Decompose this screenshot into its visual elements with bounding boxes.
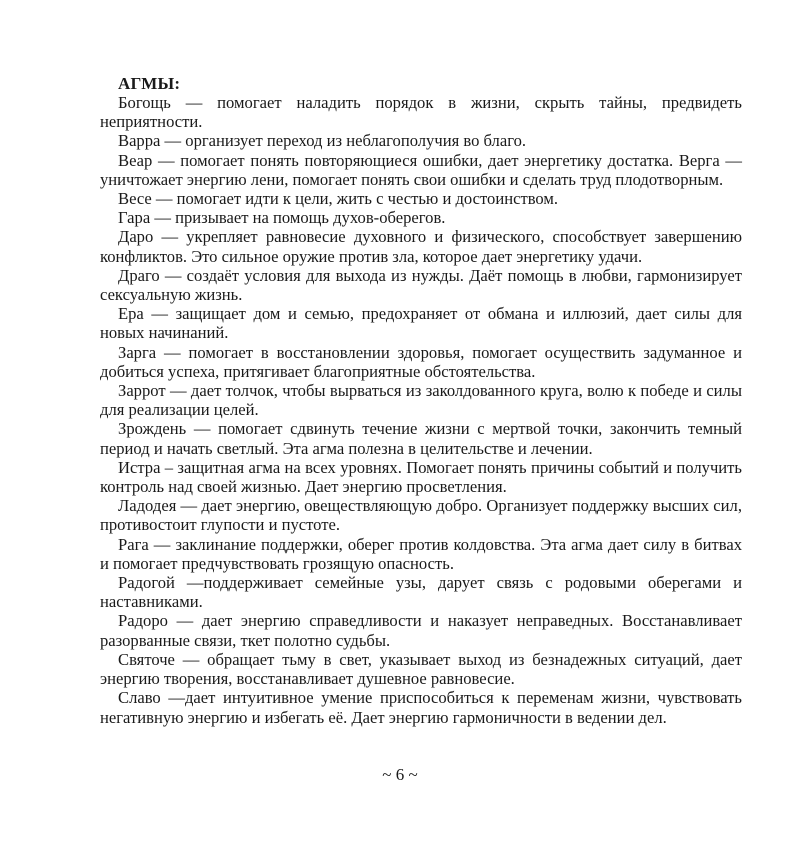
paragraph-era: Ера — защищает дом и семью, предохраняет от обмана и иллюзий, дает силы для новых начинаний. xyxy=(100,304,742,343)
paragraph-vear-verga: Веар — помогает понять повторяющиеся ошибки, дает энергетику достатка. Верга — уничтожает энергию лени, помогает понять свои ошибки и сделать труд плодотворным. xyxy=(100,150,742,189)
paragraph-daro: Даро — укрепляет равновесие духовного и физического, способствует завершению конфликтов. Это сильное оружие против зла, которое дает энергетику удачи. xyxy=(100,227,742,266)
paragraph-zarga: Зарга — помогает в восстановлении здоровья, помогает осуществить задуманное и добиться успеха, притягивает благоприятные обстоятельства. xyxy=(100,342,742,381)
paragraph-istra: Истра – защитная агма на всех уровнях. Помогает понять причины событий и получить контроль над своей жизнью. Дает энергию просветления. xyxy=(100,457,742,497)
paragraph-varra: Варра — организует переход из неблагополучия во благо. xyxy=(118,131,527,151)
page-body xyxy=(100,74,742,727)
section-heading: АГМЫ: xyxy=(118,74,181,93)
paragraph-svyatoche: Святоче — обращает тьму в свет, указывает выход из безнадежных ситуаций, дает энергию творения, восстанавливает душевное равновесие. xyxy=(100,649,742,689)
paragraph-bogoshch: Богощь — помогает наладить порядок в жизни, скрыть тайны, предвидеть неприятности. xyxy=(100,93,742,132)
paragraph-vese: Весе — помогает идти к цели, жить с честью и достоинством. xyxy=(118,189,559,209)
paragraph-raga: Рага — заклинание поддержки, оберег против колдовства. Эта агма дает силу в битвах и помогает предчувствовать грозящую опасность. xyxy=(100,534,742,573)
page-number: ~ 6 ~ xyxy=(382,765,418,784)
paragraph-zrozhden: Зрождень — помогает сдвинуть течение жизни с мертвой точки, закончить темный период и начать светлый. Эта агма полезна в целительстве и лечении. xyxy=(100,419,742,458)
paragraph-gara: Гара — призывает на помощь духов-оберегов. xyxy=(118,208,446,228)
paragraph-drago: Драго — создаёт условия для выхода из нужды. Даёт помощь в любви, гармонизирует сексуальную жизнь. xyxy=(100,265,742,305)
paragraph-radogoy: Радогой —поддерживает семейные узы, дарует связь с родовыми оберегами и наставниками. xyxy=(100,573,742,612)
paragraph-ladodeya: Ладодея — дает энергию, овеществляющую добро. Организует поддержку высших сил, противостоит глупости и пустоте. xyxy=(100,496,742,535)
paragraph-slavo: Славо —дает интуитивное умение приспособиться к переменам жизни, чувствовать негативную энергию и избегать её. Дает энергию гармоничности в ведении дел. xyxy=(100,688,742,727)
paragraph-zarrot: Заррот — дает толчок, чтобы вырваться из заколдованного круга, волю к победе и силы для реализации целей. xyxy=(100,381,742,420)
paragraph-radoro: Радоро — дает энергию справедливости и наказует неправедных. Восстанавливает разорванные связи, ткет полотно судьбы. xyxy=(100,611,742,650)
